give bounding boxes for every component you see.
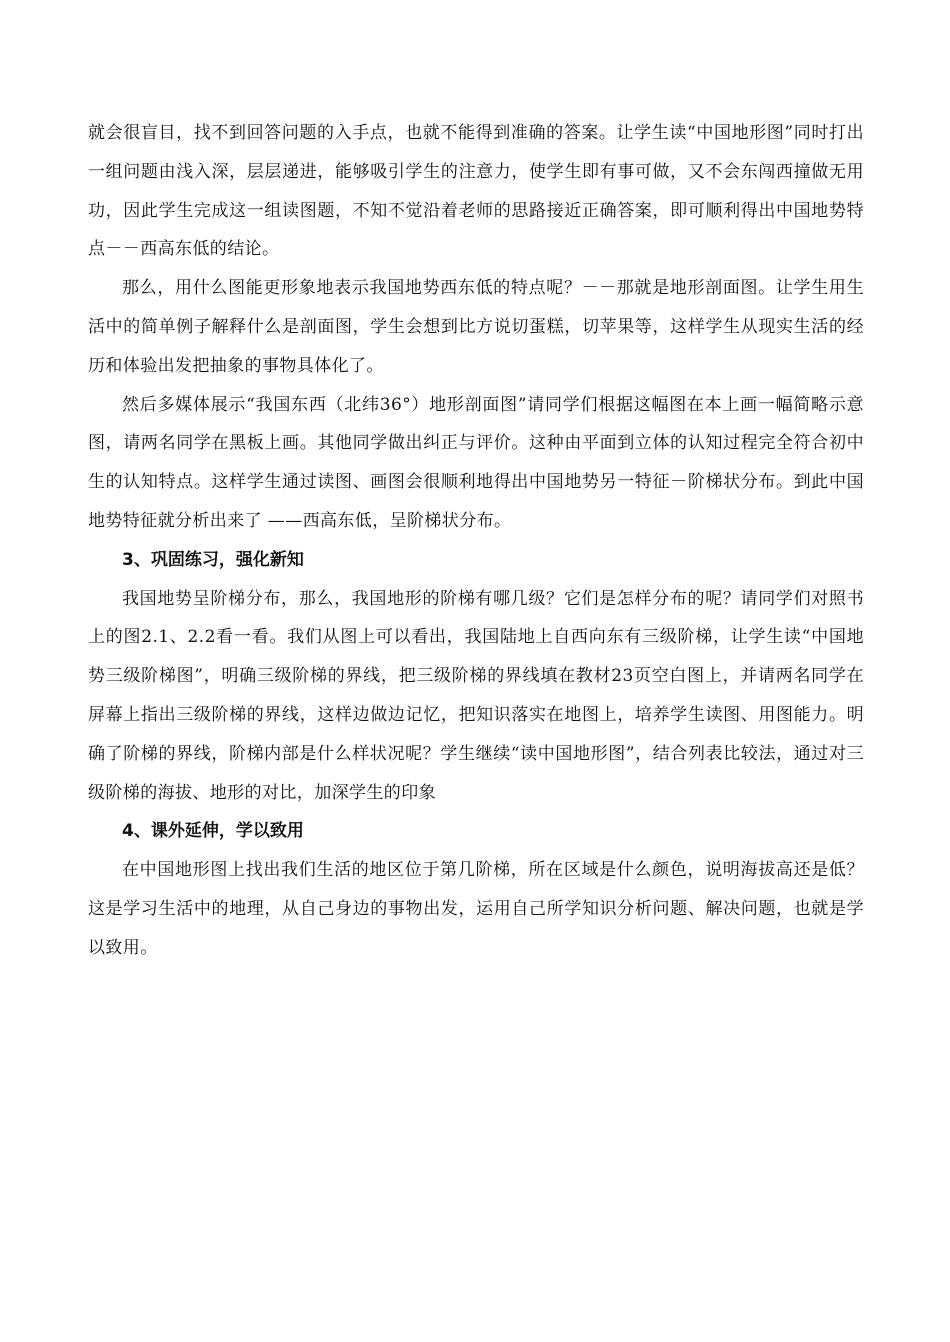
paragraph-multimedia-profile: 然后多媒体展示“我国东西（北纬36°）地形剖面图”请同学们根据这幅图在本上画一幅简略示意图，请两名同学在黑板上画。其他同学做出纠正与评价。这种由平面到立体的认知过程完全符合初中生的认知特点。这样学生通过读图、画图会很顺利地得出中国地势另一特征－阶梯状分布。到此中国地势特征就分析出来了 ——西高东低，呈阶梯状分布。 <box>88 394 864 531</box>
section-heading-3: 3、巩固练习，强化新知 <box>122 549 304 570</box>
paragraph-reading-map-questions: 就会很盲目，找不到回答问题的入手点，也就不能得到准确的答案。让学生读“中国地形图”同时打出一组问题由浅入深，层层递进，能够吸引学生的注意力，使学生即有事可做，又不会东闯西撞做无用功，因此学生完成这一组读图题，不知不觉沿着老师的思路接近正确答案，即可顺利得出中国地势特点－－西高东低的结论。 <box>88 123 864 260</box>
paragraph-apply-knowledge: 在中国地形图上找出我们生活的地区位于第几阶梯，所在区域是什么颜色，说明海拔高还是低？这是学习生活中的地理，从自己身边的事物出发，运用自己所学知识分析问题、解决问题，也就是学以致用。 <box>88 860 864 958</box>
section-heading-4: 4、课外延伸，学以致用 <box>122 821 304 842</box>
paragraph-cross-section: 那么，用什么图能更形象地表示我国地势西东低的特点呢？－－那就是地形剖面图。让学生用生活中的简单例子解释什么是剖面图，学生会想到比方说切蛋糕，切苹果等，这样学生从现实生活的经历和体验出发把抽象的事物具体化了。 <box>88 278 864 376</box>
paragraph-three-steps: 我国地势呈阶梯分布，那么，我国地形的阶梯有哪几级？它们是怎样分布的呢？请同学们对照书上的图2.1、2.2看一看。我们从图上可以看出，我国陆地上自西向东有三级阶梯，让学生读“中国地势三级阶梯图”，明确三级阶梯的界线，把三级阶梯的界线填在教材23页空白图上，并请两名同学在屏幕上指出三级阶梯的界线，这样边做边记忆，把知识落实在地图上，培养学生读图、用图能力。明确了阶梯的界线，阶梯内部是什么样状况呢？学生继续“读中国地形图”，结合列表比较法，通过对三级阶梯的海拔、地形的对比，加深学生的印象 <box>88 588 864 803</box>
